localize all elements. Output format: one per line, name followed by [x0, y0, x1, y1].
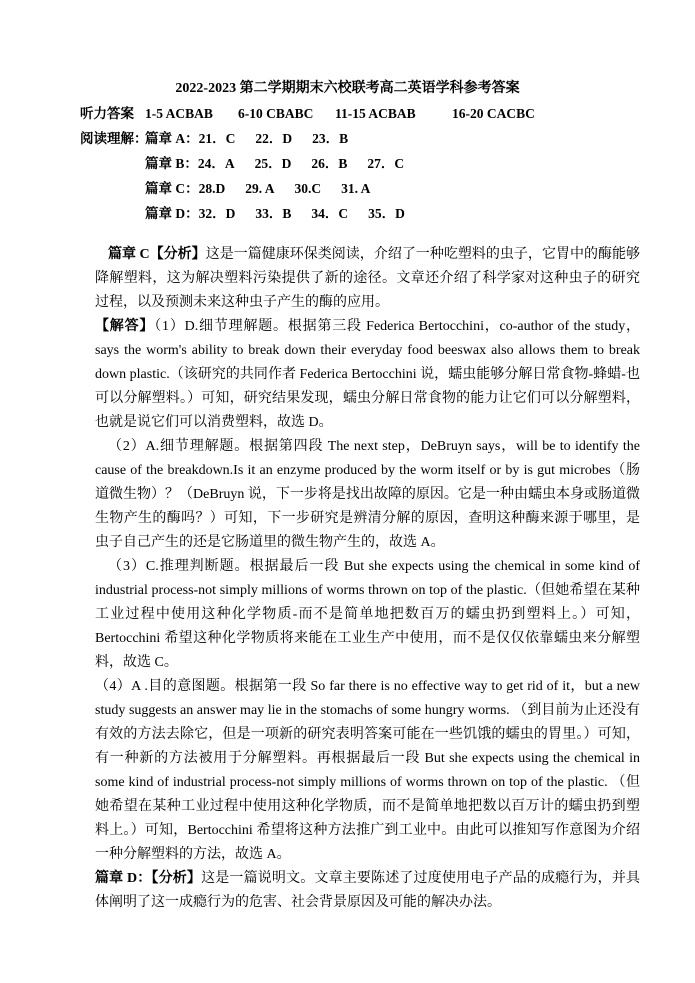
- passage-name: 篇章 B：: [145, 156, 198, 171]
- answer-item: 22．D: [255, 131, 293, 146]
- listening-group: 16-20 CACBC: [452, 106, 535, 121]
- passage-answer-row-b: [80, 151, 640, 176]
- answer-item: 21．C: [198, 131, 236, 146]
- passage-answer-row-a: [80, 126, 640, 151]
- answer-item: 31. A: [341, 181, 371, 196]
- answer-summary: [80, 101, 640, 226]
- listening-group: 6-10 CBABC: [238, 106, 314, 121]
- passage-answer-row-d: [80, 201, 640, 226]
- explanation-lead: 【解答】: [95, 319, 155, 334]
- explanation-text: （4）A .目的意图题。根据第一段 So far there is no effective way to get rid of it，but a new study suggests an answer may lie in the stomachs of some hungry worms. （到目前为止还没有有效的方法去除它，但是一项新的研究表明答案可能在一些饥饿的蠕虫的胃里。）可知，有一种新的方法被用于分解塑料。再根据最后一段 But she expects using the chemical in some kind of industrial process-not simply millions of worms thrown on top of the plastic. （但她希望在某种工业过程中使用这种化学物质，而不是简单地把数以百万计的蠕虫扔到塑料上。）可知，Bertocchini 希望将这种方法推广到工业中。由此可以推知写作意图为介绍一种分解塑料的方法，故选 A。: [95, 679, 640, 862]
- explanation-text: 这是一篇说明文。文章主要陈述了过度使用电子产品的成瘾行为，并具体阐明了这一成瘾行为的危害、社会背景原因及可能的解决办法。: [95, 871, 640, 910]
- answer-item: 25．D: [254, 156, 292, 171]
- explanation-lead: 篇章 C【分析】: [108, 247, 206, 262]
- listening-answers-row: [80, 101, 640, 126]
- passage-name: 篇章 A：: [145, 131, 199, 146]
- passage-name: 篇章 C：: [145, 181, 199, 196]
- answer-item: 33．B: [255, 206, 292, 221]
- answer-item: 23．B: [312, 131, 349, 146]
- explanation-paragraph: [95, 435, 640, 555]
- reading-label: 阅读理解：: [80, 131, 148, 146]
- answer-item: 28.D: [198, 181, 226, 196]
- explanation-text: （2）A.细节理解题。根据第四段 The next step，DeBruyn says，will be to identify the cause of the breakdown.Is it an enzyme produced by the worm itself or by is gut microbes（肠道微生物）？（DeBruyn 说，下一步将是找出故障的原因。它是一种由蠕虫本身或肠道微生物产生的酶吗？）可知，下一步研究是辨清分解的原因，查明这种酶来源于哪里，是虫子自己产生的还是它肠道里的微生物产生的，故选 A。: [95, 439, 640, 550]
- explanation-text: （1）D.细节理解题。根据第三段 Federica Bertocchini，co-author of the study，says the worm's ability to break down their everyday food beeswax also allows them to break down plastic.（该研究的共同作者 Federica Bertocchini 说，蠕虫能够分解日常食物-蜂蜡-也可以分解塑料。）可知，研究结果发现，蠕虫分解日常食物的能力让它们可以分解塑料，也就是说它们可以消费塑料，故选 D。: [95, 319, 641, 430]
- explanation-lead: 篇章 D：【分析】: [95, 871, 202, 886]
- listening-group: 1-5 ACBAB: [145, 106, 213, 121]
- explanation-paragraph: [95, 867, 640, 915]
- answer-item: 35．D: [368, 206, 405, 221]
- explanation-paragraph: [95, 243, 640, 315]
- answer-item: 26．B: [311, 156, 348, 171]
- explanation-paragraph: [95, 555, 640, 675]
- answer-item: 24．A: [197, 156, 235, 171]
- passage-answer-row-c: [80, 176, 640, 201]
- listening-group: 11-15 ACBAB: [335, 106, 416, 121]
- explanation-paragraph: [95, 675, 640, 867]
- answer-item: 27．C: [367, 156, 405, 171]
- passage-name: 篇章 D：: [145, 206, 199, 221]
- explanation-body: [95, 243, 640, 915]
- explanation-text: 这是一篇健康环保类阅读，介绍了一种吃塑料的虫子，它胃中的酶能够降解塑料，这为解决塑料污染提供了新的途径。文章还介绍了科学家对这种虫子的研究过程，以及预测未来这种虫子产生的酶的应用。: [95, 247, 640, 310]
- answer-item: 30.C: [294, 181, 322, 196]
- explanation-text: （3）C.推理判断题。根据最后一段 But she expects using the chemical in some kind of industrial process-not simply millions of worms thrown on top of the plastic.（但她希望在某种工业过程中使用这种化学物质-而不是简单地把数百万的蠕虫扔到塑料上。）可知，Bertocchini 希望这种化学物质将来能在工业生产中使用，而不是仅仅依靠蠕虫来分解塑料，故选 C。: [95, 559, 640, 670]
- explanation-paragraph: [95, 315, 640, 435]
- listening-label: 听力答案: [80, 106, 134, 121]
- answer-item: 29. A: [245, 181, 275, 196]
- page-title: 2022-2023 第二学期期末六校联考高二英语学科参考答案: [175, 81, 520, 96]
- answer-item: 34．C: [311, 206, 349, 221]
- answer-item: 32．D: [198, 206, 236, 221]
